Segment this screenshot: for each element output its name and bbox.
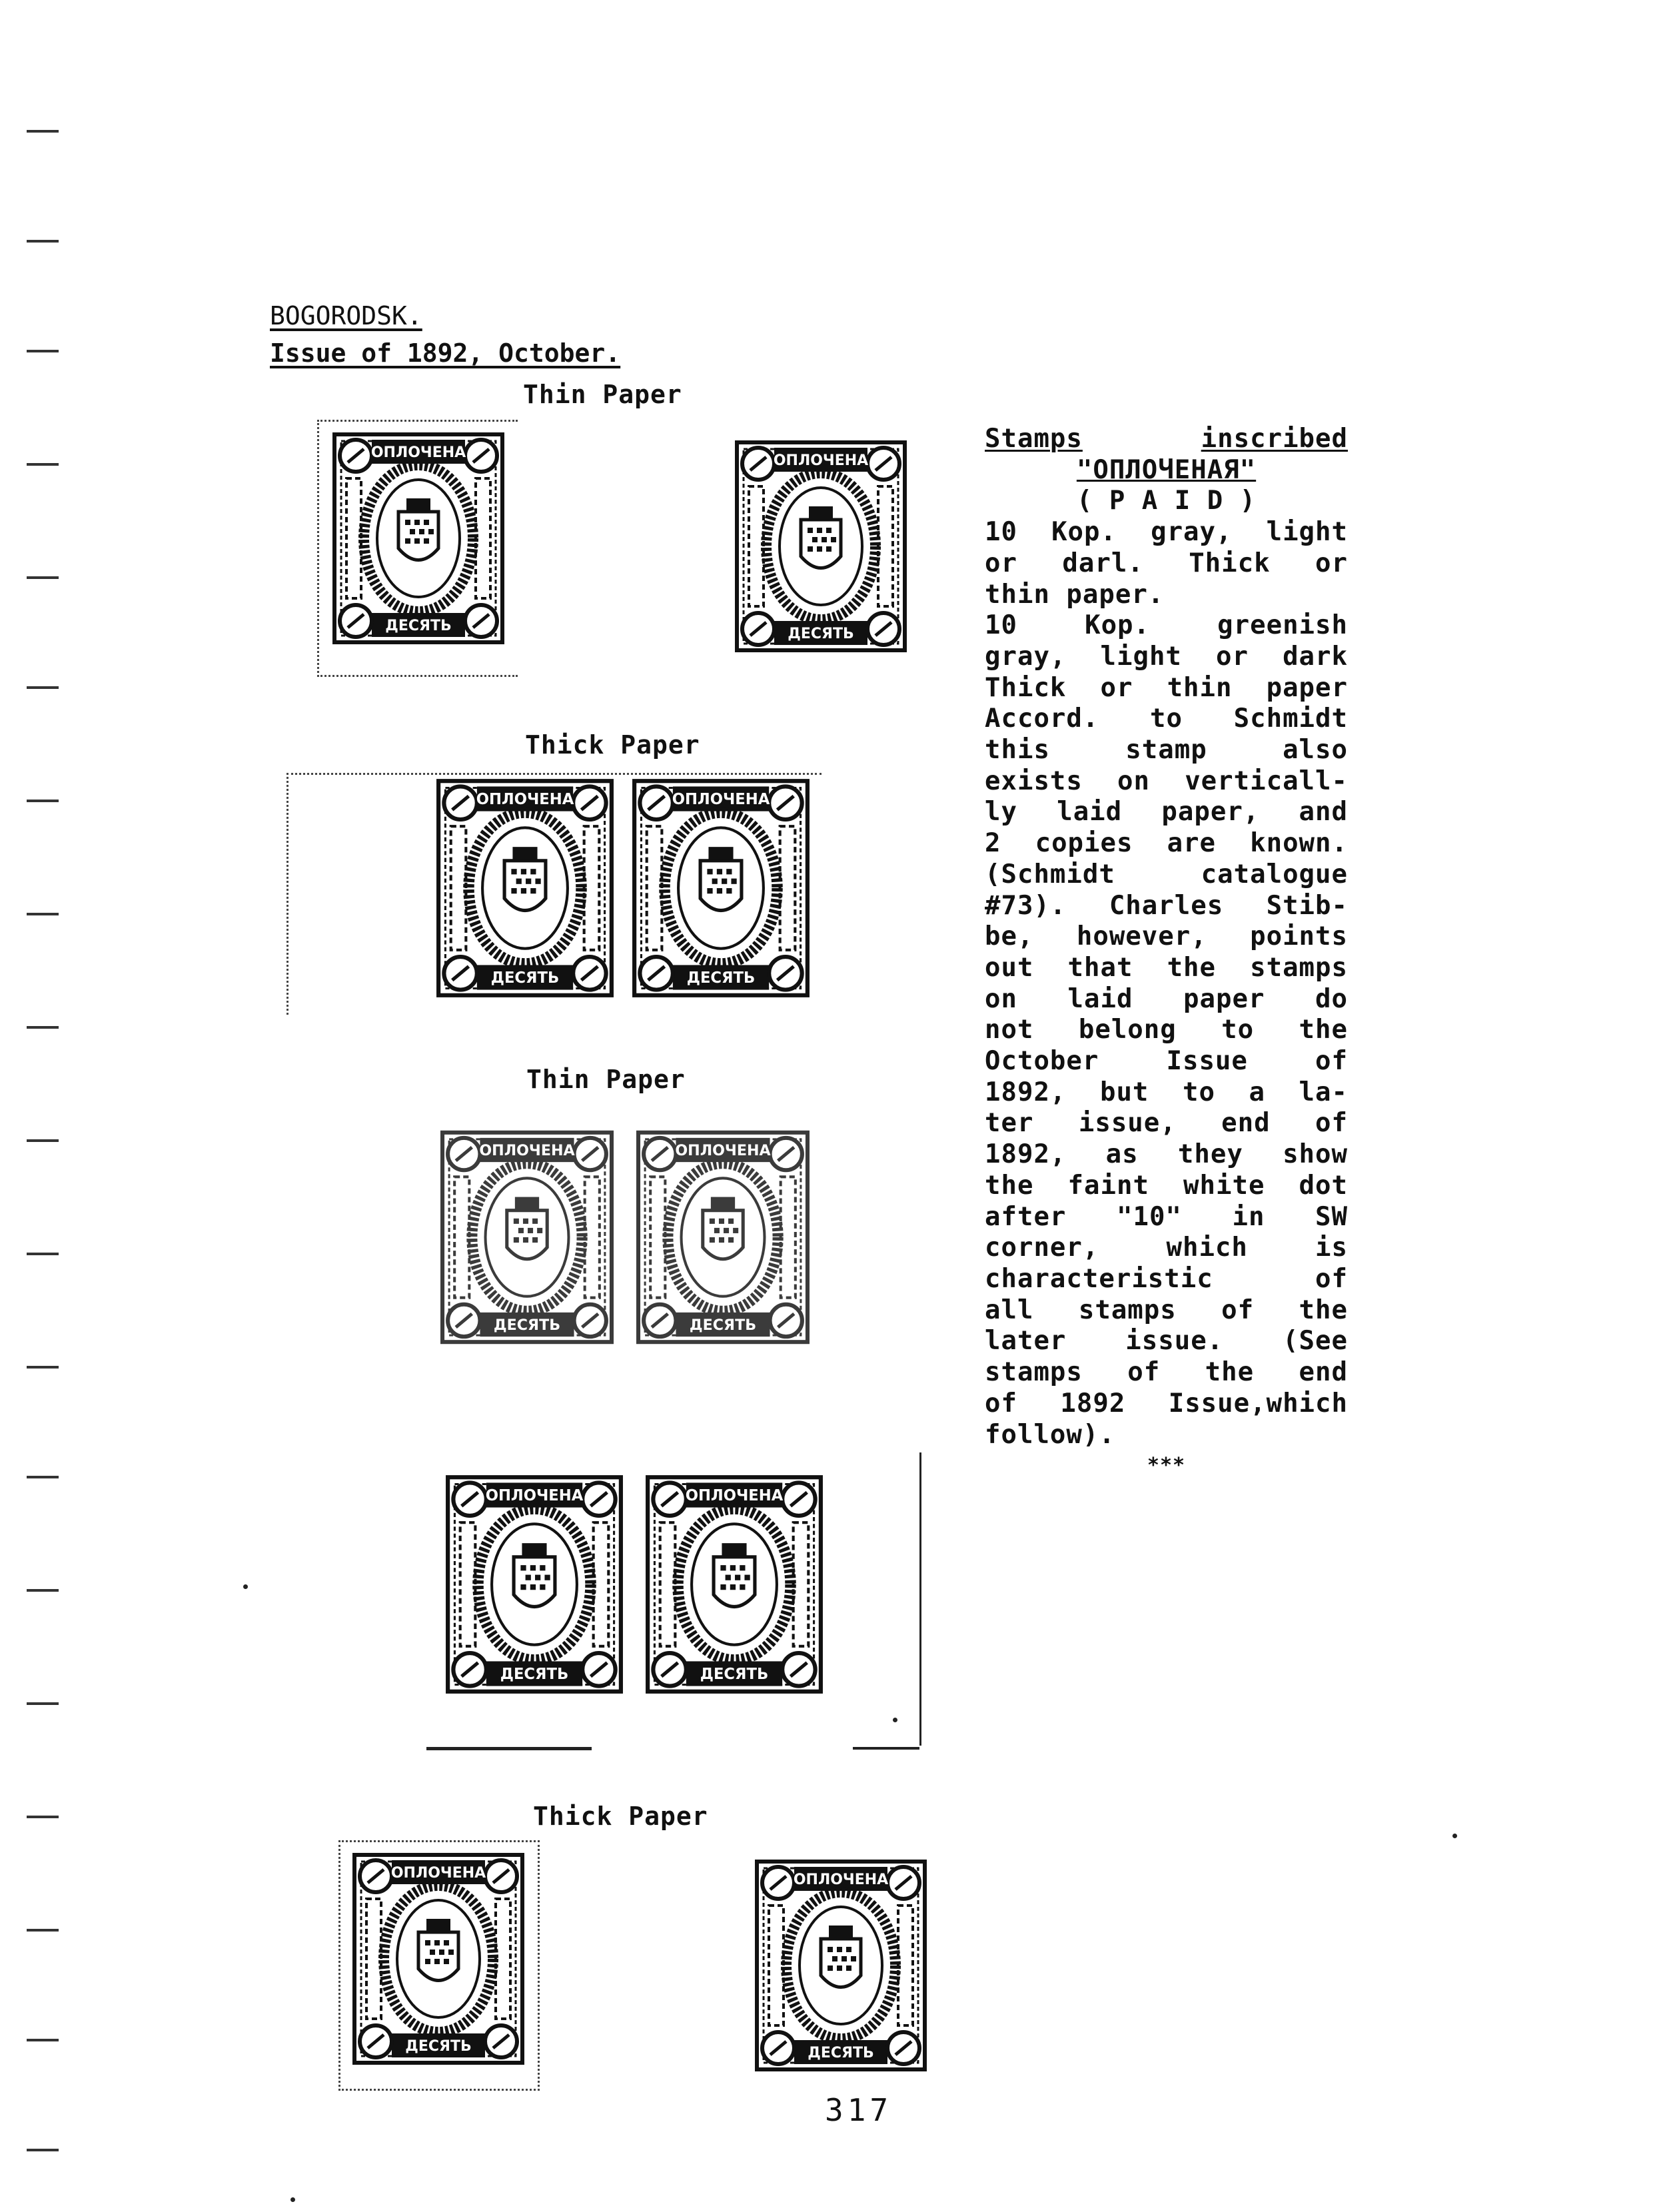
photocopy-speck bbox=[893, 1718, 897, 1722]
edge-mark bbox=[27, 1139, 59, 1142]
description-inscription: "ОПЛОЧЕНАЯ" bbox=[1076, 454, 1257, 485]
stamp-bottom-inscription: ДЕСЯТЬ bbox=[500, 1666, 569, 1684]
description-line: all stamps of the bbox=[985, 1295, 1348, 1325]
description-line: this stamp also bbox=[985, 735, 1348, 766]
stamp-10-kop bbox=[352, 1852, 525, 2065]
description-line: exists on verticall- bbox=[985, 766, 1348, 796]
edge-mark bbox=[27, 913, 59, 915]
stamp-10-kop bbox=[645, 1471, 824, 1698]
stamp-top-inscription: ОПЛОЧЕНА bbox=[793, 1872, 889, 1888]
description-line: 10 Kop. greenish bbox=[985, 610, 1348, 641]
section-label-thick-paper-1: Thick Paper bbox=[525, 730, 700, 760]
edge-mark bbox=[27, 1816, 59, 1818]
sheet-margin-edge bbox=[853, 1747, 919, 1750]
description-line: ter issue, end of bbox=[985, 1108, 1348, 1139]
stamp-bottom-inscription: ДЕСЯТЬ bbox=[700, 1666, 769, 1684]
section-label-thin-paper-1: Thin Paper bbox=[523, 380, 682, 409]
description-line: (Schmidt catalogue bbox=[985, 859, 1348, 889]
description-line: not belong to the bbox=[985, 1015, 1348, 1045]
stamp-10-kop bbox=[754, 1859, 927, 2072]
edge-mark bbox=[27, 1476, 59, 1478]
stamp-bottom-inscription: ДЕСЯТЬ bbox=[493, 1317, 561, 1335]
stamp-10-kop bbox=[332, 432, 505, 645]
edge-mark bbox=[27, 800, 59, 802]
stamp-10-kop bbox=[636, 1127, 810, 1347]
stamp-top-inscription: ОПЛОЧЕНА bbox=[675, 1142, 771, 1160]
description-line: out that the stamps bbox=[985, 952, 1348, 983]
stamp-bottom-inscription: ДЕСЯТЬ bbox=[405, 2038, 472, 2055]
description-line: 1892, but to a la- bbox=[985, 1077, 1348, 1107]
edge-mark bbox=[27, 463, 59, 466]
description-line: 1892, as they show bbox=[985, 1139, 1348, 1170]
description-translation: ( P A I D ) bbox=[1076, 486, 1257, 516]
description-line: 10 Kop. gray, light bbox=[985, 517, 1348, 548]
description-line: of 1892 Issue,which bbox=[985, 1388, 1348, 1418]
sheet-margin-edge bbox=[919, 1452, 921, 1746]
page-number: 317 bbox=[825, 2092, 893, 2128]
description-line: October Issue of bbox=[985, 1046, 1348, 1077]
stamp-bottom-inscription: ДЕСЯТЬ bbox=[689, 1317, 757, 1335]
stamp-top-inscription: ОПЛОЧЕНА bbox=[370, 444, 466, 461]
stamp-bottom-inscription: ДЕСЯТЬ bbox=[385, 618, 452, 634]
stamp-top-inscription: ОПЛОЧЕНА bbox=[672, 791, 770, 809]
edge-mark bbox=[27, 1929, 59, 1932]
edge-mark bbox=[27, 350, 59, 352]
stamp-top-inscription: ОПЛОЧЕНА bbox=[479, 1142, 575, 1160]
description-line: Accord. to Schmidt bbox=[985, 704, 1348, 734]
stamp-top-inscription: ОПЛОЧЕНА bbox=[390, 1865, 486, 1882]
edge-mark bbox=[27, 240, 59, 243]
description-line: ly laid paper, and bbox=[985, 797, 1348, 828]
stamp-bottom-inscription: ДЕСЯТЬ bbox=[808, 2045, 874, 2061]
stamp-bottom-inscription: ДЕСЯТЬ bbox=[686, 969, 756, 987]
edge-mark bbox=[27, 2149, 59, 2151]
stamp-top-inscription: ОПЛОЧЕНА bbox=[476, 791, 574, 809]
description-line: gray, light or dark bbox=[985, 641, 1348, 672]
stamp-10-kop bbox=[445, 1471, 624, 1698]
photocopy-speck bbox=[1452, 1834, 1457, 1838]
stamp-bottom-inscription: ДЕСЯТЬ bbox=[490, 969, 560, 987]
edge-mark bbox=[27, 576, 59, 579]
description-line: thin paper. bbox=[985, 579, 1165, 610]
description-line: 2 copies are known. bbox=[985, 828, 1348, 859]
edge-mark bbox=[27, 1253, 59, 1255]
stamp-top-inscription: ОПЛОЧЕНА bbox=[773, 452, 869, 469]
description-line: corner, which is bbox=[985, 1233, 1348, 1263]
edge-mark bbox=[27, 130, 59, 133]
stamp-top-inscription: ОПЛОЧЕНА bbox=[485, 1487, 584, 1505]
description-title-right: inscribed bbox=[1201, 424, 1348, 454]
section-label-thick-paper-2: Thick Paper bbox=[533, 1802, 708, 1831]
stamp-bottom-inscription: ДЕСЯТЬ bbox=[788, 626, 854, 642]
section-label-thin-paper-2: Thin Paper bbox=[526, 1065, 686, 1094]
sheet-margin-edge bbox=[426, 1747, 592, 1750]
description-line: Thick or thin paper bbox=[985, 672, 1348, 703]
stamp-top-inscription: ОПЛОЧЕНА bbox=[685, 1487, 784, 1505]
stamp-10-kop bbox=[632, 778, 810, 998]
edge-mark bbox=[27, 1366, 59, 1369]
description-line: stamps of the end bbox=[985, 1357, 1348, 1388]
description-line: characteristic of bbox=[985, 1263, 1348, 1294]
end-mark: *** bbox=[1147, 1454, 1186, 1478]
edge-mark bbox=[27, 1702, 59, 1705]
edge-mark bbox=[27, 1589, 59, 1592]
photocopy-speck bbox=[243, 1584, 248, 1589]
town-heading: BOGORODSK. bbox=[270, 301, 422, 330]
issue-heading: Issue of 1892, October. bbox=[270, 338, 621, 368]
description-title bbox=[985, 424, 1348, 455]
description-line: #73). Charles Stib- bbox=[985, 890, 1348, 921]
description-line: be, however, points bbox=[985, 921, 1348, 952]
description-line: the faint white dot bbox=[985, 1170, 1348, 1201]
stamp-10-kop bbox=[734, 440, 907, 653]
edge-mark bbox=[27, 2039, 59, 2041]
description-column bbox=[985, 424, 1348, 1482]
description-title-left: Stamps bbox=[985, 424, 1083, 454]
edge-mark bbox=[27, 1026, 59, 1029]
description-line: follow). bbox=[985, 1419, 1115, 1450]
edge-mark bbox=[27, 686, 59, 689]
stamp-10-kop bbox=[440, 1127, 614, 1347]
description-line: on laid paper do bbox=[985, 983, 1348, 1014]
photocopy-speck bbox=[290, 2197, 295, 2202]
stamp-10-kop bbox=[436, 778, 614, 998]
description-line: later issue. (See bbox=[985, 1326, 1348, 1357]
description-line: after "10" in SW bbox=[985, 1201, 1348, 1232]
description-line: or darl. Thick or bbox=[985, 548, 1348, 578]
